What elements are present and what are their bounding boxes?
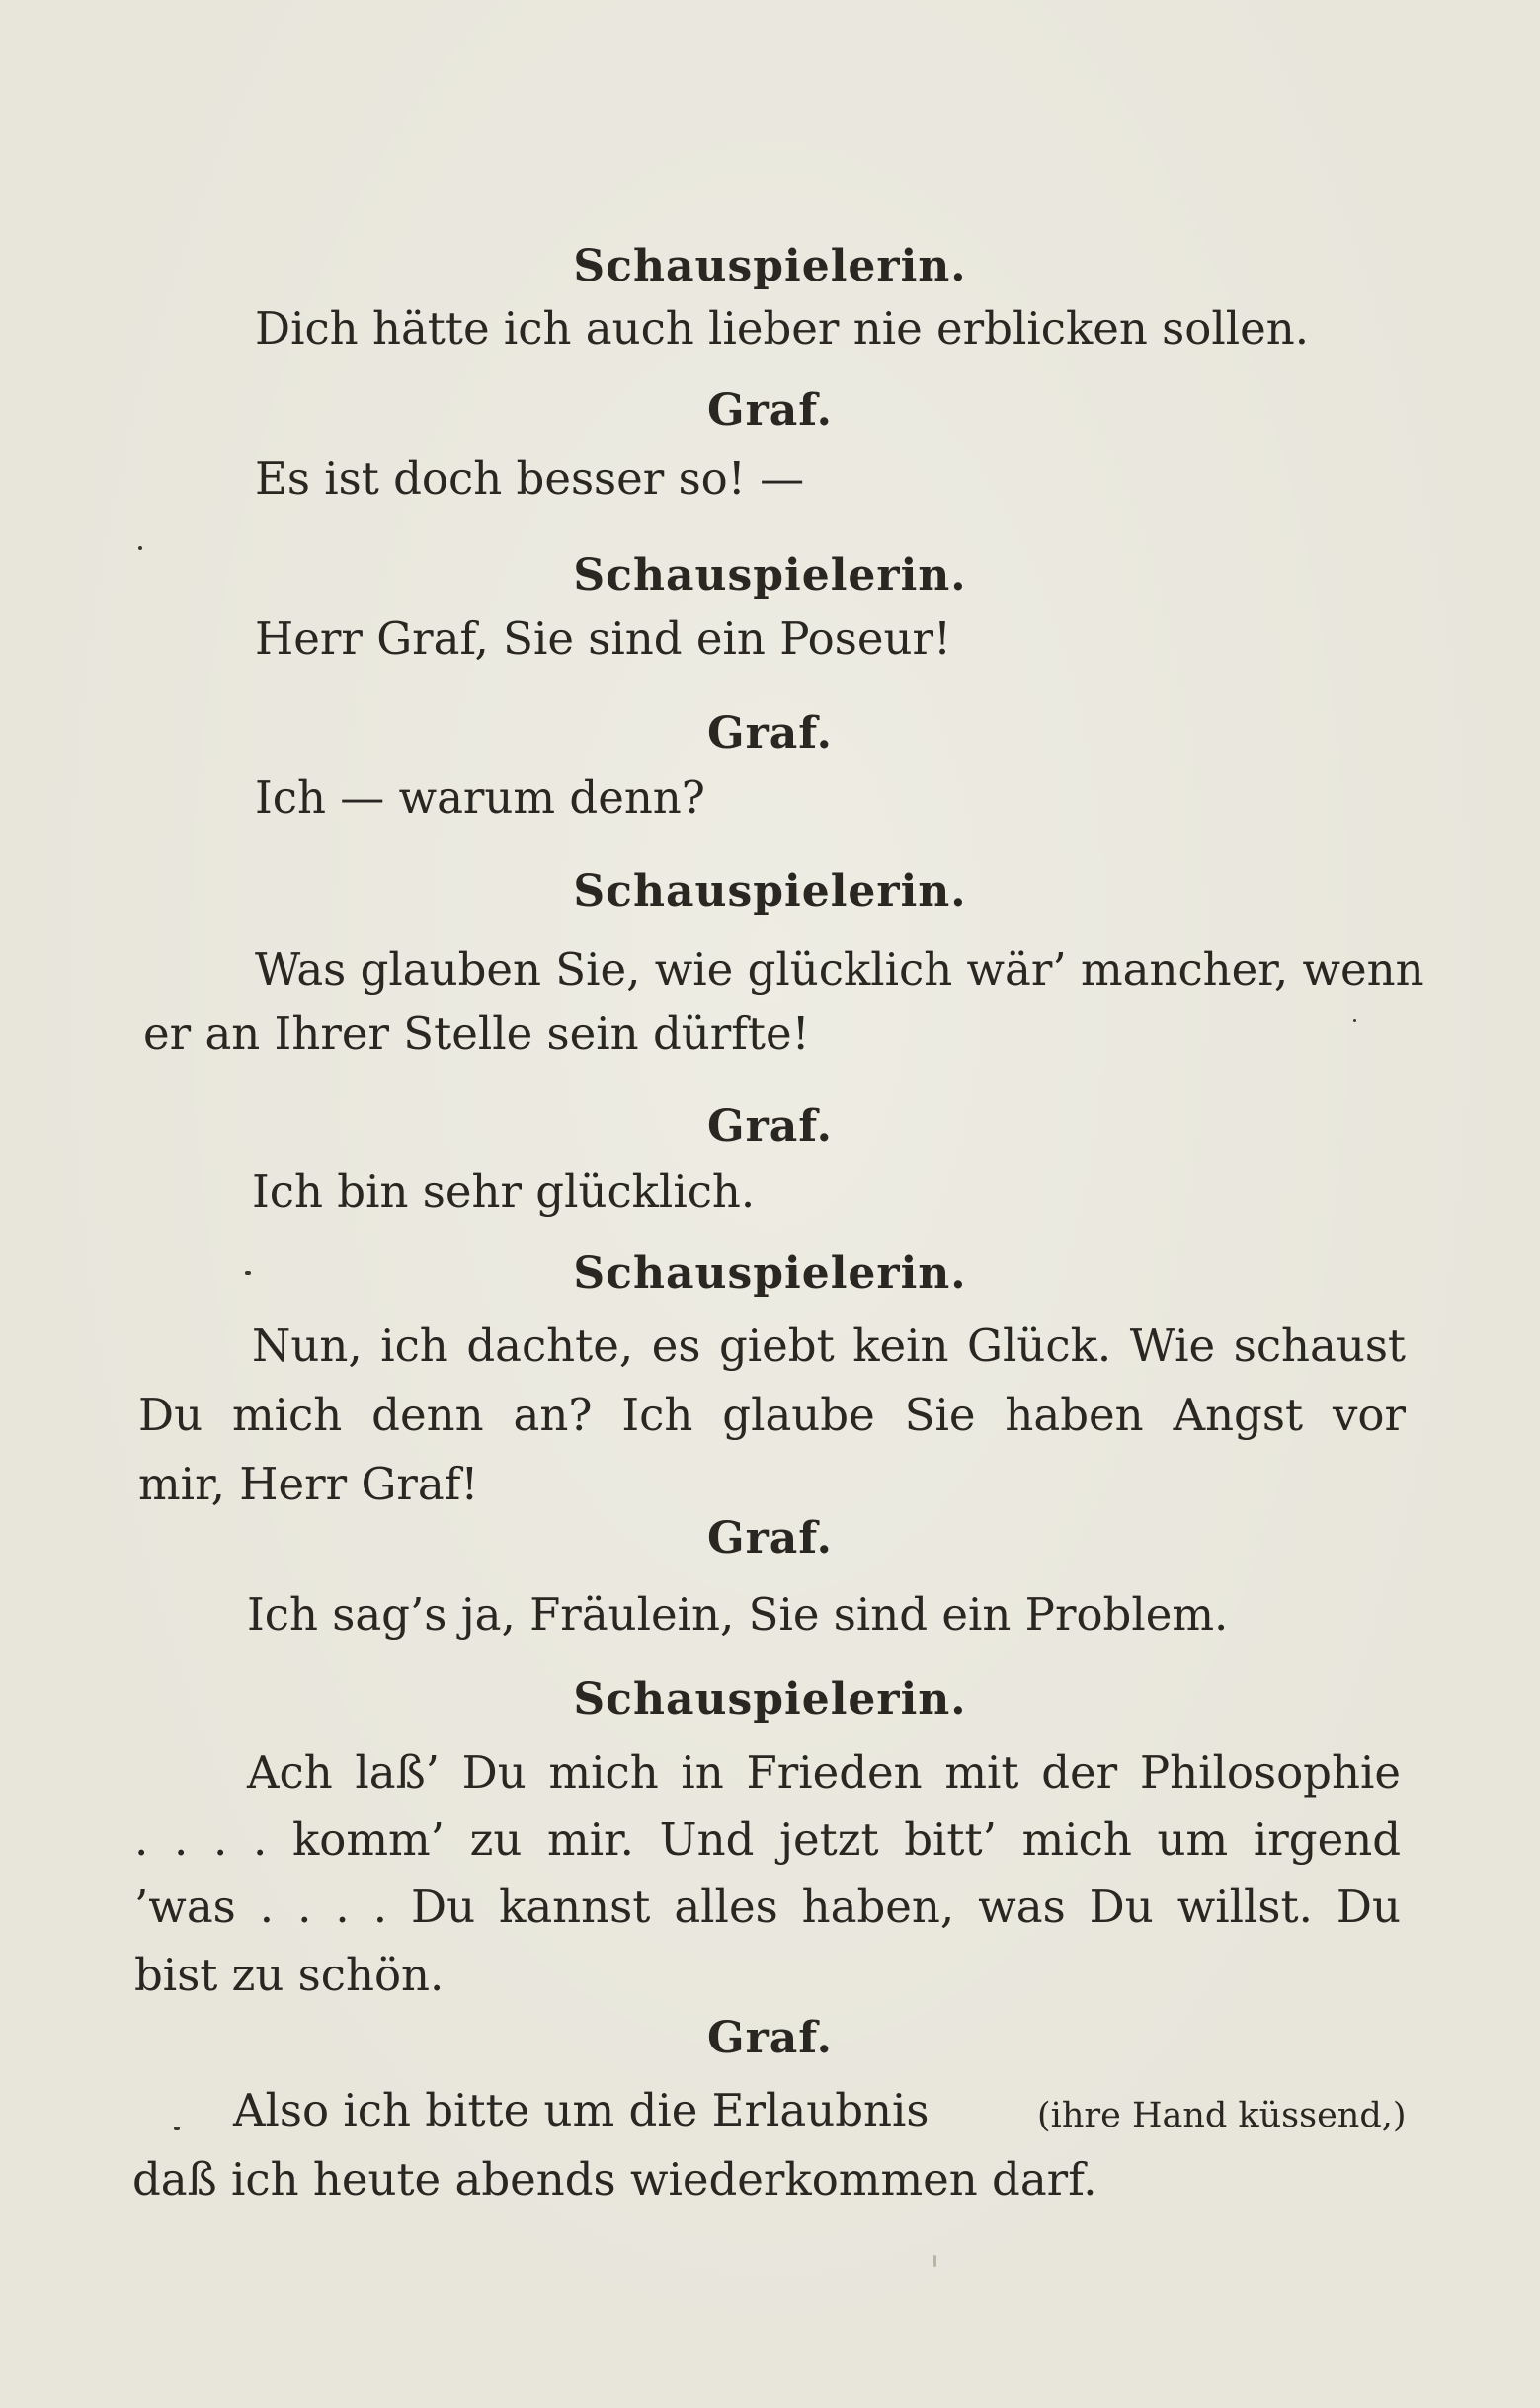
speaker-heading: Graf.: [707, 708, 833, 759]
paper-speck: [933, 2255, 936, 2267]
dialogue-line: Ich sag’s ja, Fräulein, Sie sind ein Problem.: [247, 1588, 1229, 1641]
dialogue-line: Also ich bitte um die Erlaubnis: [233, 2084, 930, 2136]
paper-speck: [245, 1271, 251, 1275]
speaker-heading: Schauspielerin.: [573, 241, 967, 291]
dialogue-line: Ach laß’ Du mich in Frieden mit der Philosophie: [247, 1746, 1401, 1799]
speaker-heading: Graf.: [707, 385, 833, 436]
dialogue-line: mir, Herr Graf!: [138, 1458, 479, 1510]
speaker-heading: Graf.: [707, 2013, 833, 2063]
dialogue-line: Nun, ich dachte, es giebt kein Glück. Wie schaust: [252, 1320, 1406, 1372]
dialogue-line: Herr Graf, Sie sind ein Poseur!: [255, 612, 952, 665]
speaker-heading: Graf.: [707, 1513, 833, 1564]
dialogue-line: . . . . komm’ zu mir. Und jetzt bitt’ mich um irgend: [134, 1813, 1401, 1866]
dialogue-line: daß ich heute abends wiederkommen darf.: [132, 2153, 1097, 2206]
dialogue-line: Ich bin sehr glücklich.: [252, 1165, 756, 1218]
dialogue-line: Du mich denn an? Ich glaube Sie haben Angst vor: [138, 1389, 1406, 1441]
speaker-heading: Schauspielerin.: [573, 550, 967, 601]
speaker-heading: Graf.: [707, 1101, 833, 1152]
paper-speck: [174, 2127, 180, 2130]
speaker-heading: Schauspielerin.: [573, 1674, 967, 1725]
paper-speck: [1353, 1019, 1356, 1022]
dialogue-line: er an Ihrer Stelle sein dürfte!: [143, 1007, 810, 1060]
dialogue-line: Was glauben Sie, wie glücklich wär’ mancher, wenn: [255, 943, 1424, 996]
stage-direction: (ihre Hand küssend,): [1037, 2096, 1407, 2135]
dialogue-line: Es ist doch besser so! —: [255, 452, 805, 505]
speaker-heading: Schauspielerin.: [573, 1248, 967, 1299]
paper-speck: [138, 546, 142, 550]
dialogue-line: ’was . . . . Du kannst alles haben, was Du willst. Du: [134, 1881, 1401, 1933]
speaker-heading: Schauspielerin.: [573, 866, 967, 917]
dialogue-line: Dich hätte ich auch lieber nie erblicken sollen.: [255, 302, 1310, 355]
dialogue-line: bist zu schön.: [134, 1949, 445, 2001]
dialogue-line: Ich — warum denn?: [255, 771, 705, 824]
